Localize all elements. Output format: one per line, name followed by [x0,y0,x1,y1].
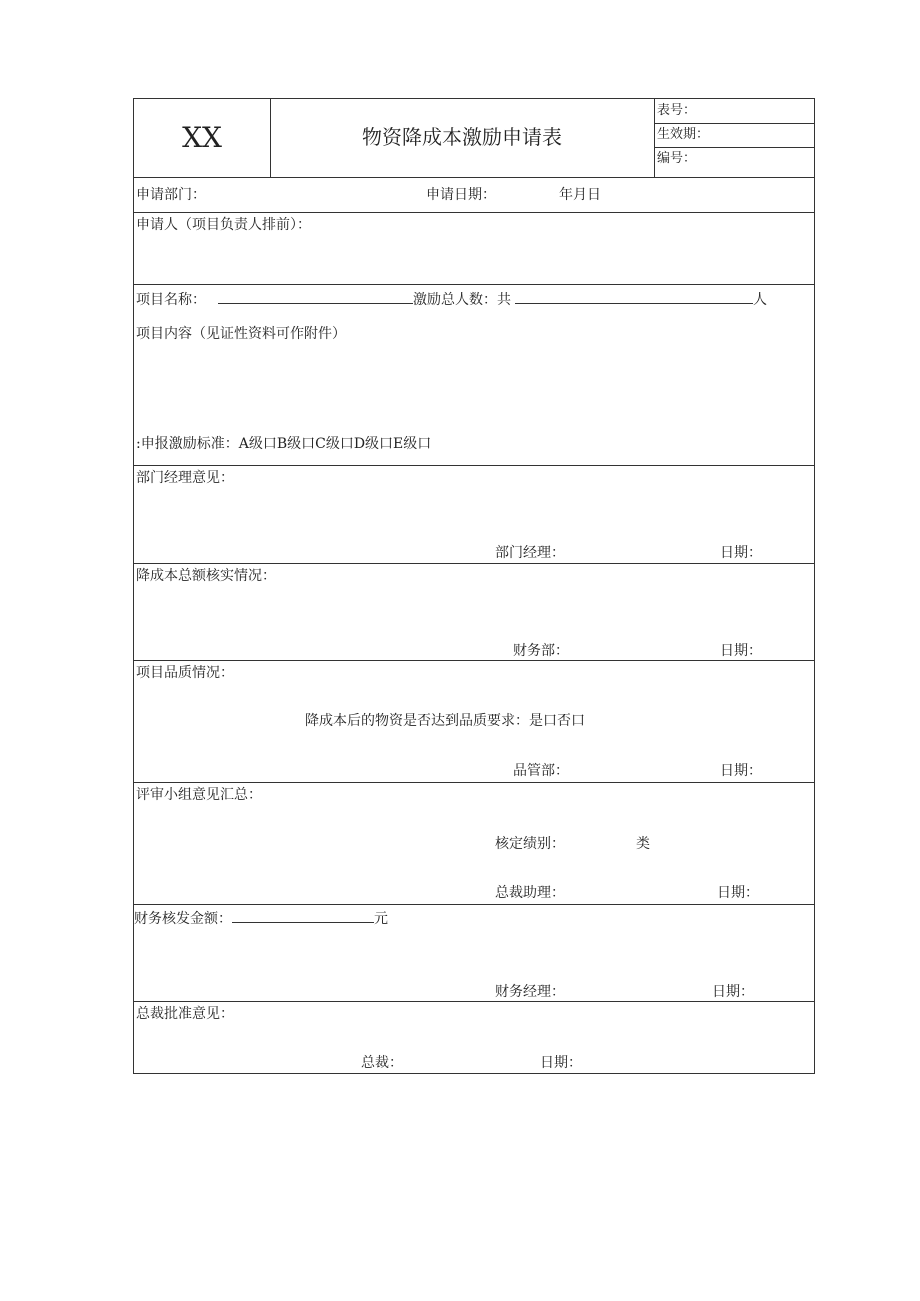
finance-dept-date: 日期： [720,643,762,659]
finance-manager-date: 日期： [712,984,754,1000]
finance-manager-signer: 财务经理： [495,984,565,1000]
meta-divider [654,147,815,148]
project-name-label: 项目名称： [136,292,206,308]
header-divider [654,99,655,177]
quality-label: 项目品质情况： [136,665,234,681]
quality-dept-signer: 品管部： [513,763,569,779]
applicant-label: 申请人（项目负责人排前）： [136,217,311,233]
apply-date-label: 申请日期： [426,187,496,203]
payout-line [134,908,388,928]
payout-unit: 元 [374,911,388,927]
review-row [134,782,814,904]
quality-row [134,660,814,782]
incentive-count-unit: 人 [753,292,767,308]
cost-check-row [134,563,814,660]
incentive-count-blank [515,289,753,304]
company-logo-text: XX [182,121,222,154]
grade-unit: 类 [636,836,650,852]
incentive-count-label: 激励总人数：共 [413,292,511,308]
ceo-signer: 总裁： [361,1055,403,1071]
incentive-standard: :申报激励标准：A级口B级口C级口D级口E级口 [136,436,432,452]
dept-manager-date: 日期： [720,545,762,561]
payout-row [134,904,814,1001]
ceo-opinion-label: 总裁批准意见： [136,1006,234,1022]
form-number-label: 表号： [657,103,697,118]
meta-divider [654,123,815,124]
payout-label: 财务核发金额： [134,911,232,927]
applicant-person-row [134,212,814,284]
dept-manager-signer: 部门经理： [495,545,565,561]
quality-question: 降成本后的物资是否达到品质要求：是口否口 [305,713,585,729]
dept-manager-row [134,465,814,563]
serial-number-label: 编号： [657,151,697,166]
quality-dept-date: 日期： [720,763,762,779]
application-form [133,98,815,1074]
grade-label: 核定绩别： [495,836,565,852]
finance-dept-signer: 财务部： [513,643,569,659]
cost-check-label: 降成本总额核实情况： [136,568,276,584]
project-content-label: 项目内容（见证性资料可作附件） [136,326,346,342]
effective-date-label: 生效期： [657,127,710,142]
dept-manager-opinion-label: 部门经理意见： [136,470,234,486]
ceo-row [134,1001,814,1073]
ceo-date: 日期： [540,1055,582,1071]
payout-amount-blank [232,908,374,923]
project-row [134,284,814,465]
review-label: 评审小组意见汇总： [136,787,262,803]
form-header [134,99,814,177]
dept-label: 申请部门： [136,187,206,203]
form-title: 物资降成本激励申请表 [362,125,562,149]
apply-date-units: 年月日 [559,187,601,203]
ceo-assistant-signer: 总裁助理： [495,885,565,901]
project-name-blank [218,289,413,304]
ceo-assistant-date: 日期： [717,885,759,901]
applicant-dept-row [134,177,814,212]
project-name-line [136,289,767,309]
